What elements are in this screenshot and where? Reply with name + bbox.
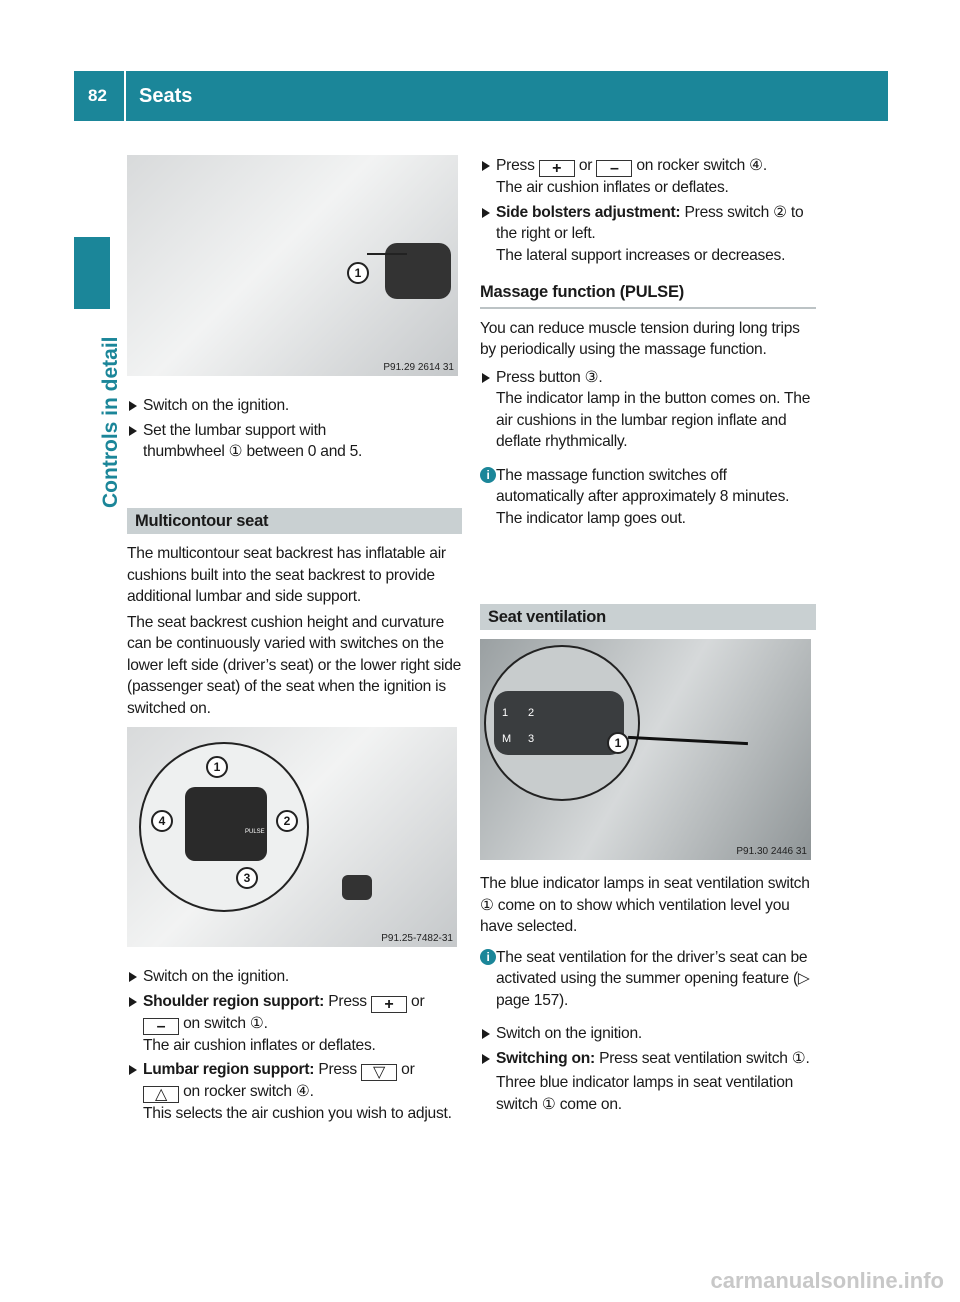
callout-1: 1	[206, 756, 228, 778]
section-heading: Seat ventilation	[480, 604, 816, 630]
callout-1: 1	[347, 262, 369, 284]
section-heading: Multicontour seat	[127, 508, 462, 534]
memory-m: M	[502, 733, 512, 745]
step: Set the lumbar support with thumbwheel ① between 0 and 5.	[127, 420, 462, 463]
paragraph: The blue indicator lamps in seat ventilation switch ① come on to show which ventilation level you have selected.	[480, 875, 810, 935]
subsection-heading: Massage function (PULSE)	[480, 282, 816, 309]
image-code: P91.30 2446 31	[736, 846, 807, 857]
memory-3: 3	[528, 733, 535, 745]
callout-4: 4	[151, 810, 173, 832]
pulse-label: PULSE	[245, 829, 265, 835]
step: Lumbar region support: Press ▽ or △ on rocker switch ④. This selects the air cushion you wish to adjust.	[127, 1059, 462, 1125]
page-header	[74, 71, 888, 121]
page-number: 82	[74, 71, 126, 121]
image-code: P91.25-7482-31	[381, 933, 453, 944]
watermark: carmanualsonline.info	[710, 1268, 944, 1293]
info-note: i The massage function switches off automatically after approximately 8 minutes. The indicator lamp goes out.	[480, 465, 816, 530]
callout-2: 2	[276, 810, 298, 832]
side-tab-marker	[74, 237, 110, 309]
step: Press button ③. The indicator lamp in the button comes on. The air cushions in the lumbar region inflate and deflate rhythmically.	[480, 367, 816, 453]
step: Switching on: Press seat ventilation switch ①. Three blue indicator lamps in seat ventilation switch ① come on.	[480, 1048, 816, 1116]
paragraph: You can reduce muscle tension during long trips by periodically using the massage function.	[480, 319, 800, 358]
step: Press + or – on rocker switch ④. The air cushion inflates or deflates.	[480, 155, 816, 199]
info-icon: i	[480, 949, 496, 965]
seat-ventilation-image	[480, 639, 811, 860]
info-note: i The seat ventilation for the driver’s seat can be activated using the summer opening feature (▷ page 157).	[480, 947, 816, 1012]
side-tab	[74, 320, 124, 510]
memory-2: 2	[528, 707, 535, 719]
plus-key-icon: +	[371, 996, 407, 1013]
memory-1: 1	[502, 707, 509, 719]
info-icon: i	[480, 467, 496, 483]
paragraph: The seat backrest cushion height and curvature can be continuously varied with switches on the lower left side (driver’s seat) or the lower right side (passenger seat) of the seat when the ignition is switched on.	[127, 613, 462, 717]
multicontour-switch-image	[127, 727, 457, 947]
image-code: P91.29 2614 31	[383, 362, 454, 373]
callout-3: 3	[236, 867, 258, 889]
side-tab-label: Controls in detail	[99, 336, 122, 508]
paragraph: The multicontour seat backrest has inflatable air cushions built into the seat backrest to provide additional lumbar and side support.	[127, 545, 446, 605]
plus-key-icon: +	[539, 160, 575, 177]
lumbar-thumbwheel-image	[127, 155, 458, 376]
down-arrow-key-icon: ▽	[361, 1064, 397, 1081]
step: Shoulder region support: Press + or – on switch ①. The air cushion inflates or deflates.	[127, 991, 462, 1057]
step: Switch on the ignition.	[127, 966, 462, 988]
page-title: Seats	[139, 85, 193, 107]
step: Switch on the ignition.	[480, 1023, 816, 1045]
minus-key-icon: –	[596, 160, 632, 177]
minus-key-icon: –	[143, 1018, 179, 1035]
step: Switch on the ignition.	[127, 395, 462, 417]
step: Side bolsters adjustment: Press switch ② to the right or left. The lateral support increases or decreases.	[480, 202, 816, 267]
up-arrow-key-icon: △	[143, 1086, 179, 1103]
callout-1: 1	[607, 732, 629, 754]
